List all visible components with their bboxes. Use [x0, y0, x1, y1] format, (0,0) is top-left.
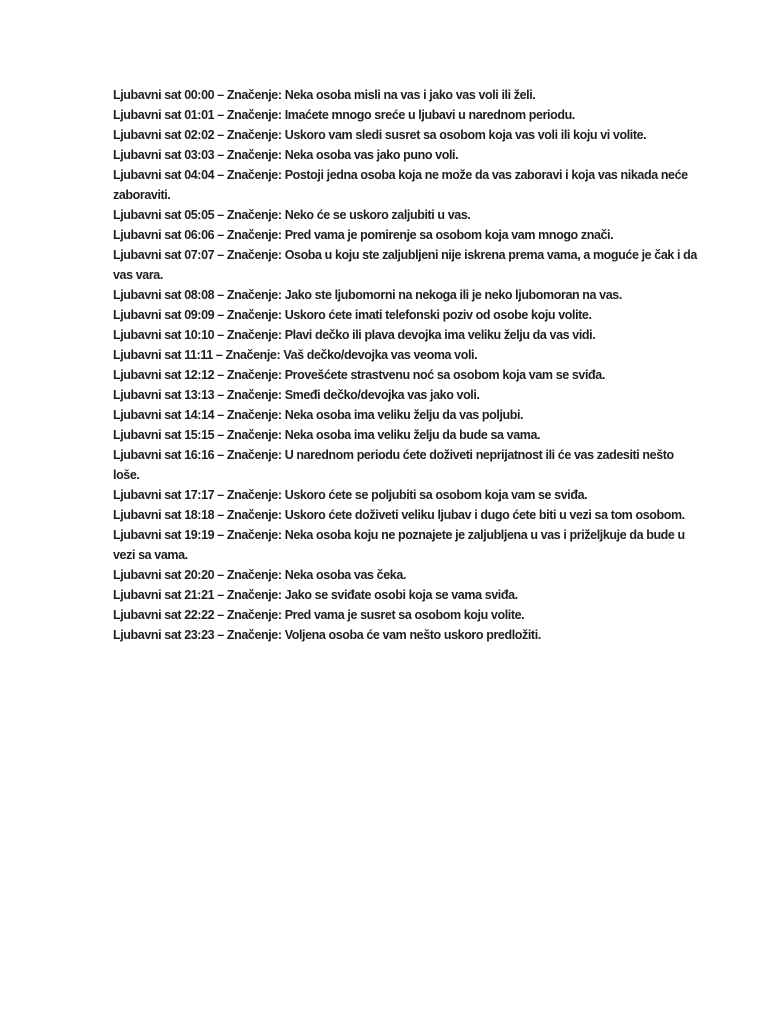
- love-hour-entry-text: Ljubavni sat 12:12 – Značenje: Provešćete strastvenu noć sa osobom koja vam se sviđa.: [113, 368, 605, 382]
- love-hour-entry: [113, 305, 698, 325]
- love-hour-entry: [113, 345, 698, 365]
- love-hour-entry-text: Ljubavni sat 16:16 – Značenje: U narednom periodu ćete doživeti neprijatnost ili će vas zadesiti nešto loše.: [113, 448, 674, 482]
- love-hour-entry: [113, 125, 698, 145]
- love-hour-entry-text: Ljubavni sat 13:13 – Značenje: Smeđi dečko/devojka vas jako voli.: [113, 388, 480, 402]
- love-hour-entry: [113, 485, 698, 505]
- love-hour-entry-text: Ljubavni sat 17:17 – Značenje: Uskoro ćete se poljubiti sa osobom koja vam se sviđa.: [113, 488, 588, 502]
- love-hour-entry: [113, 225, 698, 245]
- love-hour-entry-text: Ljubavni sat 05:05 – Značenje: Neko će se uskoro zaljubiti u vas.: [113, 208, 471, 222]
- love-hour-entry: [113, 105, 698, 125]
- love-hour-entry-text: Ljubavni sat 23:23 – Značenje: Voljena osoba će vam nešto uskoro predložiti.: [113, 628, 541, 642]
- love-hour-entry-text: Ljubavni sat 18:18 – Značenje: Uskoro ćete doživeti veliku ljubav i dugo ćete biti u vezi sa tom osobom.: [113, 508, 685, 522]
- love-hour-entry-text: Ljubavni sat 21:21 – Značenje: Jako se sviđate osobi koja se vama sviđa.: [113, 588, 518, 602]
- love-hour-entry-text: Ljubavni sat 08:08 – Značenje: Jako ste ljubomorni na nekoga ili je neko ljubomoran na vas.: [113, 288, 622, 302]
- document-content: [113, 85, 698, 645]
- love-hour-entry-text: Ljubavni sat 06:06 – Značenje: Pred vama je pomirenje sa osobom koja vam mnogo znači.: [113, 228, 614, 242]
- love-hour-entry-text: Ljubavni sat 15:15 – Značenje: Neka osoba ima veliku želju da bude sa vama.: [113, 428, 541, 442]
- love-hour-entry-text: Ljubavni sat 20:20 – Značenje: Neka osoba vas čeka.: [113, 568, 406, 582]
- love-hour-entry-text: Ljubavni sat 10:10 – Značenje: Plavi dečko ili plava devojka ima veliku želju da vas vidi.: [113, 328, 596, 342]
- love-hour-entry: [113, 525, 698, 565]
- love-hour-entry: [113, 625, 698, 645]
- love-hour-entry-text: Ljubavni sat 02:02 – Značenje: Uskoro vam sledi susret sa osobom koja vas voli ili koju vi volite.: [113, 128, 647, 142]
- love-hour-entry-text: Ljubavni sat 03:03 – Značenje: Neka osoba vas jako puno voli.: [113, 148, 459, 162]
- love-hour-entry-text: Ljubavni sat 11:11 – Značenje: Vaš dečko/devojka vas veoma voli.: [113, 348, 478, 362]
- love-hour-entry: [113, 285, 698, 305]
- love-hour-entry: [113, 205, 698, 225]
- love-hour-entry: [113, 165, 698, 205]
- love-hour-entry: [113, 385, 698, 405]
- love-hour-entry: [113, 245, 698, 285]
- love-hour-entry: [113, 425, 698, 445]
- love-hour-entry-text: Ljubavni sat 09:09 – Značenje: Uskoro ćete imati telefonski poziv od osobe koju volite.: [113, 308, 592, 322]
- love-hour-entry: [113, 565, 698, 585]
- love-hour-entry: [113, 145, 698, 165]
- love-hour-entry: [113, 585, 698, 605]
- love-hour-entry-text: Ljubavni sat 22:22 – Značenje: Pred vama je susret sa osobom koju volite.: [113, 608, 525, 622]
- love-hour-entry: [113, 365, 698, 385]
- love-hour-entry: [113, 405, 698, 425]
- love-hour-entry-text: Ljubavni sat 01:01 – Značenje: Imaćete mnogo sreće u ljubavi u narednom periodu.: [113, 108, 575, 122]
- love-hour-entry-text: Ljubavni sat 19:19 – Značenje: Neka osoba koju ne poznajete je zaljubljena u vas i priželjkuje da bude u vezi sa vama.: [113, 528, 685, 562]
- love-hour-entry-text: Ljubavni sat 07:07 – Značenje: Osoba u koju ste zaljubljeni nije iskrena prema vama, a moguće je čak i da vas vara.: [113, 248, 697, 282]
- love-hour-entry-text: Ljubavni sat 00:00 – Značenje: Neka osoba misli na vas i jako vas voli ili želi.: [113, 88, 536, 102]
- love-hour-entry: [113, 85, 698, 105]
- love-hour-entry-text: Ljubavni sat 14:14 – Značenje: Neka osoba ima veliku želju da vas poljubi.: [113, 408, 524, 422]
- love-hour-entry: [113, 505, 698, 525]
- love-hour-entry: [113, 325, 698, 345]
- love-hour-entry-text: Ljubavni sat 04:04 – Značenje: Postoji jedna osoba koja ne može da vas zaboravi i koja vas nikada neće zaboraviti.: [113, 168, 688, 202]
- love-hour-entry: [113, 605, 698, 625]
- love-hour-entry: [113, 445, 698, 485]
